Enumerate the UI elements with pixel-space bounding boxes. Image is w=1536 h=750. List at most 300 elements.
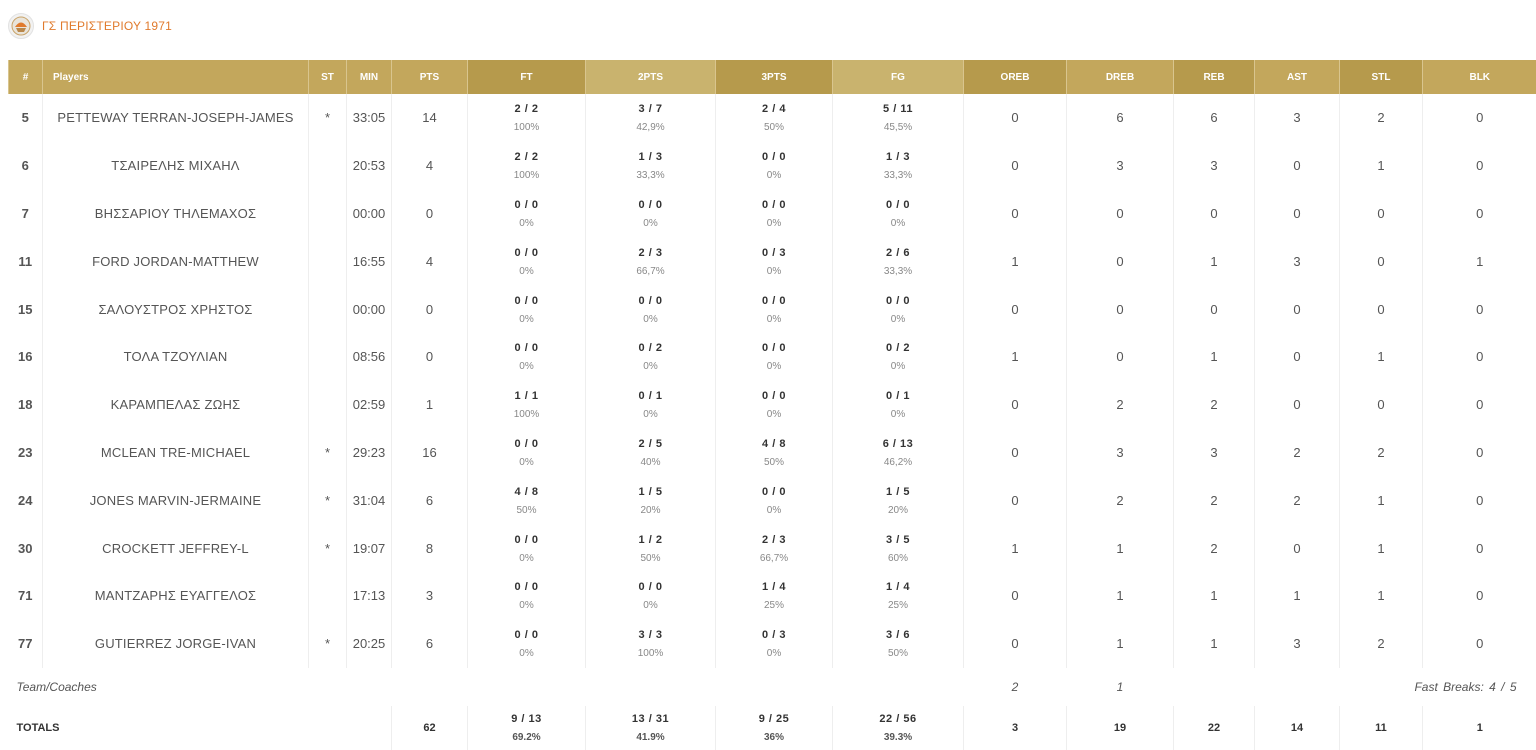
player-ft-pct: 0%: [519, 600, 534, 612]
player-oreb: 0: [964, 476, 1067, 524]
player-name[interactable]: ΒΗΣΣΑΡΙΟΥ ΤΗΛΕΜΑΧΟΣ: [43, 190, 309, 238]
player-2pts-made: 1 / 3: [638, 151, 663, 164]
player-ft-pct: 0%: [519, 265, 534, 277]
player-3pts: [716, 524, 833, 572]
player-fg: [833, 524, 964, 572]
player-points: 3: [392, 572, 468, 620]
player-fg-made: 2 / 6: [886, 246, 910, 259]
player-dreb: 0: [1067, 333, 1174, 381]
player-ft-pct: 0%: [519, 648, 534, 660]
player-points: 6: [392, 476, 468, 524]
player-reb: 0: [1174, 190, 1255, 238]
totals-fg: [833, 706, 964, 750]
player-2pts-made: 0 / 0: [638, 198, 663, 211]
player-2pts: [586, 476, 716, 524]
player-reb: 1: [1174, 572, 1255, 620]
player-ft-made: 0 / 0: [514, 629, 539, 642]
player-rows: [9, 94, 1536, 668]
col-header-reb[interactable]: REB: [1174, 60, 1255, 94]
team-coaches-row: [9, 668, 1536, 706]
player-ft: [468, 381, 586, 429]
player-points: 0: [392, 285, 468, 333]
player-dreb: 1: [1067, 524, 1174, 572]
player-oreb: 0: [964, 285, 1067, 333]
player-stl: 1: [1340, 142, 1423, 190]
team-crest-icon: [8, 13, 34, 39]
player-2pts-made: 2 / 5: [638, 437, 663, 450]
player-number: 30: [18, 540, 33, 556]
player-fg-made: 1 / 4: [886, 581, 910, 594]
player-minutes: 00:00: [347, 285, 392, 333]
totals-oreb: 3: [964, 706, 1067, 750]
player-fg-pct: 0%: [890, 217, 906, 229]
player-3pts-pct: 0%: [766, 409, 782, 421]
col-header-fg[interactable]: FG: [833, 60, 964, 94]
player-name[interactable]: MCLEAN TRE-MICHAEL: [43, 429, 309, 477]
player-points: 0: [392, 333, 468, 381]
fast-breaks: Fast Breaks: 4 / 5: [1414, 679, 1517, 694]
totals-fg-made: 22 / 56: [879, 713, 917, 726]
col-header-oreb[interactable]: OREB: [964, 60, 1067, 94]
player-number: 11: [18, 253, 33, 269]
player-fg: [833, 333, 964, 381]
player-stl: 1: [1340, 524, 1423, 572]
player-2pts-made: 0 / 2: [638, 342, 663, 355]
player-oreb: 1: [964, 333, 1067, 381]
player-3pts-made: 2 / 4: [762, 103, 786, 116]
player-ft: [468, 333, 586, 381]
player-3pts-pct: 0%: [766, 265, 782, 277]
player-stl: 0: [1340, 381, 1423, 429]
player-2pts-made: 0 / 1: [638, 390, 663, 403]
player-ft-made: 0 / 0: [514, 581, 539, 594]
player-3pts-made: 4 / 8: [762, 437, 786, 450]
player-number: 77: [18, 636, 33, 652]
player-3pts-made: 0 / 0: [762, 390, 786, 403]
team-header: [8, 12, 172, 40]
player-fg-made: 3 / 6: [886, 629, 910, 642]
player-oreb: 0: [964, 381, 1067, 429]
player-blk: 0: [1423, 572, 1536, 620]
player-2pts-pct: 20%: [640, 504, 661, 516]
player-ft-made: 0 / 0: [514, 198, 539, 211]
player-name[interactable]: ΤΣΑΙΡΕΛΗΣ ΜΙΧΑΗΛ: [43, 142, 309, 190]
player-3pts: [716, 429, 833, 477]
player-2pts: [586, 142, 716, 190]
player-2pts-pct: 0%: [643, 409, 658, 421]
player-2pts-made: 3 / 3: [638, 629, 663, 642]
player-fg-pct: 46,2%: [883, 456, 913, 468]
starter-marker: [309, 142, 347, 190]
player-fg: [833, 476, 964, 524]
player-2pts: [586, 94, 716, 142]
player-stl: 2: [1340, 94, 1423, 142]
player-2pts-made: 2 / 3: [638, 246, 663, 259]
player-fg-pct: 50%: [887, 648, 908, 660]
player-ast: 0: [1255, 142, 1340, 190]
col-header-dreb[interactable]: DREB: [1067, 60, 1174, 94]
player-stl: 2: [1340, 429, 1423, 477]
player-3pts-pct: 0%: [766, 504, 782, 516]
player-fg: [833, 94, 964, 142]
player-2pts-pct: 50%: [640, 552, 661, 564]
player-stl: 1: [1340, 572, 1423, 620]
player-points: 0: [392, 190, 468, 238]
player-3pts-pct: 0%: [766, 170, 782, 182]
player-ast: 0: [1255, 381, 1340, 429]
totals-2pts: [586, 706, 716, 750]
player-dreb: 3: [1067, 429, 1174, 477]
player-fg-made: 1 / 5: [886, 485, 910, 498]
player-ft-pct: 0%: [519, 456, 534, 468]
player-blk: 0: [1423, 94, 1536, 142]
player-number: 18: [18, 397, 33, 413]
totals-dreb: 19: [1067, 706, 1174, 750]
player-ft: [468, 572, 586, 620]
player-ft: [468, 142, 586, 190]
col-header-blk[interactable]: BLK: [1423, 60, 1536, 94]
totals-label: TOTALS: [16, 721, 60, 734]
player-minutes: 00:00: [347, 190, 392, 238]
player-3pts-made: 1 / 4: [762, 581, 786, 594]
player-ft-pct: 0%: [519, 313, 534, 325]
player-blk: 0: [1423, 285, 1536, 333]
player-2pts-made: 1 / 2: [638, 533, 663, 546]
player-name[interactable]: GUTIERREZ JORGE-IVAN: [43, 620, 309, 668]
player-stl: 0: [1340, 237, 1423, 285]
player-ft-pct: 100%: [513, 122, 540, 134]
starter-marker: *: [309, 429, 347, 477]
player-3pts-made: 0 / 3: [762, 629, 786, 642]
player-blk: 0: [1423, 142, 1536, 190]
player-dreb: 0: [1067, 190, 1174, 238]
player-reb: 0: [1174, 285, 1255, 333]
starter-marker: [309, 381, 347, 429]
player-3pts-made: 0 / 0: [762, 151, 786, 164]
player-row: [9, 572, 1536, 620]
player-3pts-made: 0 / 0: [762, 198, 786, 211]
col-header-ast[interactable]: AST: [1255, 60, 1340, 94]
player-3pts: [716, 620, 833, 668]
player-2pts-made: 0 / 0: [638, 294, 663, 307]
player-ft: [468, 620, 586, 668]
player-row: [9, 524, 1536, 572]
player-2pts-pct: 0%: [643, 361, 658, 373]
player-points: 4: [392, 142, 468, 190]
player-row: [9, 381, 1536, 429]
player-fg-pct: 25%: [887, 600, 908, 612]
player-name[interactable]: FORD JORDAN-MATTHEW: [43, 237, 309, 285]
player-fg-pct: 0%: [890, 361, 906, 373]
player-name[interactable]: ΤΟΛΑ ΤΖΟΥΛΙΑΝ: [43, 333, 309, 381]
player-ft-made: 1 / 1: [514, 390, 539, 403]
player-points: 6: [392, 620, 468, 668]
player-dreb: 2: [1067, 476, 1174, 524]
player-ft: [468, 190, 586, 238]
player-ft-made: 4 / 8: [514, 485, 539, 498]
player-fg-made: 5 / 11: [883, 103, 913, 116]
player-stl: 1: [1340, 476, 1423, 524]
player-2pts-pct: 33,3%: [636, 170, 665, 182]
player-blk: 0: [1423, 429, 1536, 477]
player-ast: 0: [1255, 285, 1340, 333]
player-name[interactable]: ΣΑΛΟΥΣΤΡΟΣ ΧΡΗΣΤΟΣ: [43, 285, 309, 333]
player-2pts: [586, 237, 716, 285]
player-row: [9, 476, 1536, 524]
player-fg-pct: 0%: [890, 409, 906, 421]
player-fg: [833, 429, 964, 477]
player-fg: [833, 237, 964, 285]
player-minutes: 16:55: [347, 237, 392, 285]
player-3pts-pct: 0%: [766, 361, 782, 373]
totals-2pts-made: 13 / 31: [631, 713, 670, 726]
col-header-min[interactable]: MIN: [347, 60, 392, 94]
player-ft-made: 2 / 2: [514, 151, 539, 164]
player-blk: 0: [1423, 524, 1536, 572]
player-fg: [833, 381, 964, 429]
player-ft: [468, 237, 586, 285]
player-3pts-made: 0 / 3: [762, 246, 786, 259]
player-name[interactable]: JONES MARVIN-JERMAINE: [43, 476, 309, 524]
player-blk: 0: [1423, 381, 1536, 429]
player-name[interactable]: PETTEWAY TERRAN-JOSEPH-JAMES: [43, 94, 309, 142]
player-ft: [468, 524, 586, 572]
player-3pts: [716, 476, 833, 524]
player-row: [9, 190, 1536, 238]
player-ft-made: 0 / 0: [514, 294, 539, 307]
player-ast: 2: [1255, 429, 1340, 477]
player-minutes: 20:53: [347, 142, 392, 190]
player-fg-pct: 0%: [890, 313, 906, 325]
player-2pts-made: 1 / 5: [638, 485, 663, 498]
player-ft: [468, 429, 586, 477]
totals-blk: 1: [1423, 706, 1536, 750]
col-header-ft[interactable]: FT: [468, 60, 586, 94]
player-fg-made: 6 / 13: [882, 437, 914, 450]
player-fg-made: 1 / 3: [886, 151, 910, 164]
totals-3pts-made: 9 / 25: [758, 713, 790, 726]
player-fg-made: 0 / 2: [886, 342, 910, 355]
player-3pts: [716, 94, 833, 142]
player-ft-made: 0 / 0: [514, 533, 539, 546]
player-ft: [468, 285, 586, 333]
player-3pts-made: 0 / 0: [762, 342, 786, 355]
player-fg-pct: 45,5%: [883, 122, 913, 134]
player-3pts: [716, 381, 833, 429]
player-oreb: 0: [964, 190, 1067, 238]
player-3pts: [716, 190, 833, 238]
player-blk: 0: [1423, 190, 1536, 238]
player-3pts-pct: 0%: [766, 648, 782, 660]
player-oreb: 0: [964, 94, 1067, 142]
player-number: 23: [18, 444, 33, 460]
player-2pts: [586, 381, 716, 429]
player-stl: 2: [1340, 620, 1423, 668]
player-dreb: 1: [1067, 620, 1174, 668]
player-name[interactable]: ΚΑΡΑΜΠΕΛΑΣ ΖΩΗΣ: [43, 381, 309, 429]
player-ast: 3: [1255, 237, 1340, 285]
player-ft-pct: 0%: [519, 361, 534, 373]
player-ft-made: 0 / 0: [514, 246, 539, 259]
player-2pts: [586, 429, 716, 477]
player-2pts: [586, 524, 716, 572]
player-name[interactable]: ΜΑΝΤΖΑΡΗΣ ΕΥΑΓΓΕΛΟΣ: [43, 572, 309, 620]
player-reb: 1: [1174, 333, 1255, 381]
player-fg-pct: 33,3%: [883, 170, 913, 182]
player-row: [9, 620, 1536, 668]
player-points: 1: [392, 381, 468, 429]
player-ast: 2: [1255, 476, 1340, 524]
player-minutes: 20:25: [347, 620, 392, 668]
player-reb: 3: [1174, 142, 1255, 190]
player-row: [9, 237, 1536, 285]
player-3pts-pct: 0%: [766, 313, 782, 325]
starter-marker: [309, 285, 347, 333]
col-header-st[interactable]: ST: [309, 60, 347, 94]
player-2pts-pct: 40%: [640, 456, 661, 468]
player-points: 16: [392, 429, 468, 477]
player-ast: 1: [1255, 572, 1340, 620]
player-dreb: 3: [1067, 142, 1174, 190]
player-minutes: 29:23: [347, 429, 392, 477]
player-ast: 0: [1255, 333, 1340, 381]
player-row: [9, 142, 1536, 190]
starter-marker: *: [309, 94, 347, 142]
col-header-2pts[interactable]: 2PTS: [586, 60, 716, 94]
player-stl: 0: [1340, 285, 1423, 333]
col-header-players[interactable]: Players: [43, 60, 309, 94]
player-ft-made: 2 / 2: [514, 103, 539, 116]
starter-marker: [309, 572, 347, 620]
player-reb: 3: [1174, 429, 1255, 477]
player-ft-pct: 50%: [516, 504, 537, 516]
player-ft-pct: 100%: [513, 170, 540, 182]
totals-reb: 22: [1174, 706, 1255, 750]
player-ft: [468, 94, 586, 142]
player-fg-pct: 60%: [887, 552, 908, 564]
player-reb: 1: [1174, 620, 1255, 668]
player-3pts-pct: 25%: [763, 600, 784, 612]
player-2pts-pct: 0%: [643, 600, 658, 612]
player-fg: [833, 572, 964, 620]
player-oreb: 0: [964, 572, 1067, 620]
player-ft-pct: 100%: [513, 409, 540, 421]
col-header-num[interactable]: #: [9, 60, 43, 94]
team-name[interactable]: ΓΣ ΠΕΡΙΣΤΕΡΙΟΥ 1971: [42, 19, 173, 33]
player-name[interactable]: CROCKETT JEFFREY-L: [43, 524, 309, 572]
player-number: 71: [18, 588, 33, 604]
col-header-3pts[interactable]: 3PTS: [716, 60, 833, 94]
totals-ast: 14: [1255, 706, 1340, 750]
player-3pts-made: 0 / 0: [762, 294, 786, 307]
player-reb: 2: [1174, 476, 1255, 524]
col-header-pts[interactable]: PTS: [392, 60, 468, 94]
table-header-row: [9, 60, 1536, 94]
player-2pts-pct: 0%: [643, 217, 658, 229]
player-2pts-made: 0 / 0: [638, 581, 663, 594]
player-number: 6: [21, 158, 29, 174]
player-2pts: [586, 572, 716, 620]
player-points: 4: [392, 237, 468, 285]
player-dreb: 1: [1067, 572, 1174, 620]
player-fg: [833, 142, 964, 190]
player-stl: 1: [1340, 333, 1423, 381]
player-row: [9, 429, 1536, 477]
starter-marker: *: [309, 620, 347, 668]
player-blk: 0: [1423, 333, 1536, 381]
team-oreb: 2: [1011, 679, 1019, 694]
player-2pts-pct: 0%: [643, 313, 658, 325]
player-2pts-pct: 42,9%: [636, 122, 665, 134]
player-reb: 2: [1174, 524, 1255, 572]
player-ast: 3: [1255, 94, 1340, 142]
totals-3pts: [716, 706, 833, 750]
player-blk: 0: [1423, 620, 1536, 668]
col-header-stl[interactable]: STL: [1340, 60, 1423, 94]
player-dreb: 6: [1067, 94, 1174, 142]
player-fg-made: 0 / 0: [886, 294, 910, 307]
player-ast: 0: [1255, 190, 1340, 238]
player-minutes: 31:04: [347, 476, 392, 524]
player-ft: [468, 476, 586, 524]
player-2pts-made: 3 / 7: [638, 103, 663, 116]
totals-ft-pct: 69.2%: [512, 732, 541, 744]
player-fg-made: 0 / 0: [886, 198, 910, 211]
player-3pts: [716, 333, 833, 381]
player-row: [9, 285, 1536, 333]
player-3pts-pct: 50%: [763, 456, 784, 468]
player-oreb: 1: [964, 237, 1067, 285]
player-2pts: [586, 620, 716, 668]
player-2pts: [586, 333, 716, 381]
player-2pts: [586, 285, 716, 333]
player-number: 7: [21, 205, 29, 221]
player-points: 14: [392, 94, 468, 142]
player-3pts: [716, 237, 833, 285]
player-oreb: 0: [964, 620, 1067, 668]
player-dreb: 0: [1067, 237, 1174, 285]
player-reb: 2: [1174, 381, 1255, 429]
player-points: 8: [392, 524, 468, 572]
player-dreb: 2: [1067, 381, 1174, 429]
totals-stl: 11: [1340, 706, 1423, 750]
player-fg: [833, 285, 964, 333]
totals-pts: 62: [392, 706, 468, 750]
player-number: 16: [18, 349, 33, 365]
player-3pts-made: 2 / 3: [762, 533, 786, 546]
player-minutes: 02:59: [347, 381, 392, 429]
player-number: 24: [18, 492, 33, 508]
player-3pts: [716, 572, 833, 620]
totals-3pts-pct: 36%: [763, 732, 784, 744]
totals-ft-made: 9 / 13: [511, 713, 542, 726]
team-dreb: 1: [1116, 679, 1124, 694]
player-stl: 0: [1340, 190, 1423, 238]
player-2pts-pct: 66,7%: [636, 265, 665, 277]
player-ast: 3: [1255, 620, 1340, 668]
player-ft-pct: 0%: [519, 552, 534, 564]
player-fg-pct: 20%: [887, 504, 908, 516]
player-3pts: [716, 142, 833, 190]
player-ast: 0: [1255, 524, 1340, 572]
player-3pts-pct: 50%: [763, 122, 784, 134]
player-dreb: 0: [1067, 285, 1174, 333]
starter-marker: [309, 190, 347, 238]
starter-marker: *: [309, 476, 347, 524]
player-number: 15: [18, 301, 33, 317]
player-3pts-pct: 0%: [766, 217, 782, 229]
player-oreb: 0: [964, 142, 1067, 190]
